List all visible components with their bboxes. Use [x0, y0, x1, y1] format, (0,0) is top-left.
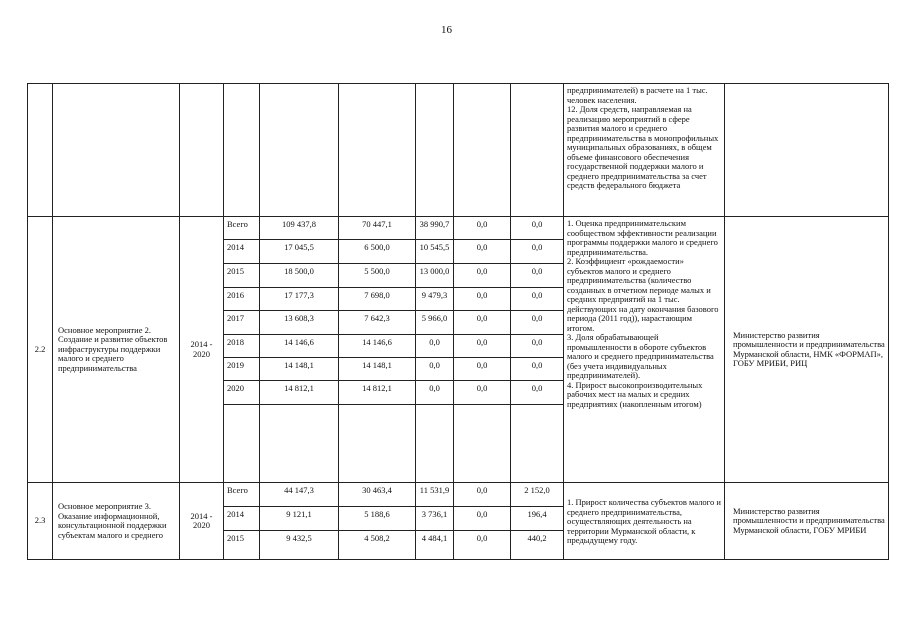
federal-value: 38 990,7 — [416, 217, 454, 240]
row-number: 2.2 — [28, 217, 53, 483]
local-value: 0,0 — [454, 264, 511, 288]
local-value: 0,0 — [454, 240, 511, 264]
total-value: 14 812,1 — [260, 381, 339, 405]
federal-value: 10 545,5 — [416, 240, 454, 264]
federal-value: 3 736,1 — [416, 507, 454, 531]
regional-value: 14 148,1 — [339, 358, 416, 381]
other-value: 0,0 — [511, 358, 564, 381]
total-value: 13 608,3 — [260, 311, 339, 335]
regional-value: 14 146,6 — [339, 335, 416, 358]
regional-value: 7 698,0 — [339, 288, 416, 311]
total-value: 9 432,5 — [260, 531, 339, 560]
regional-value: 7 642,3 — [339, 311, 416, 335]
regional-value: 6 500,0 — [339, 240, 416, 264]
local-value: 0,0 — [454, 381, 511, 405]
regional-value: 5 188,6 — [339, 507, 416, 531]
total-value: 18 500,0 — [260, 264, 339, 288]
table-row-continuation — [28, 84, 889, 217]
local-value: 0,0 — [454, 483, 511, 507]
total-value: 9 121,1 — [260, 507, 339, 531]
year-label: 2016 — [224, 288, 260, 311]
other-value: 0,0 — [511, 335, 564, 358]
other-value: 196,4 — [511, 507, 564, 531]
other-value: 0,0 — [511, 381, 564, 405]
indicators-cell: 1. Прирост количества субъектов малого и среднего предпринимательства, осуществляющих деятельность на территории Мурманской области, к предыдущему году. — [564, 483, 725, 560]
other-value: 0,0 — [511, 311, 564, 335]
federal-value: 13 000,0 — [416, 264, 454, 288]
year-label: 2018 — [224, 335, 260, 358]
year-label: 2014 — [224, 507, 260, 531]
federal-value: 9 479,3 — [416, 288, 454, 311]
local-value: 0,0 — [454, 288, 511, 311]
federal-value: 0,0 — [416, 381, 454, 405]
local-value: 0,0 — [454, 507, 511, 531]
federal-value: 4 484,1 — [416, 531, 454, 560]
period: 2014 - 2020 — [180, 483, 224, 560]
indicators-cell: 1. Оценка предпринимательским сообществом эффективности реализации программы поддержки малого и среднего предпринимательства. 2. Коэффициент «рождаемости» субъектов малого и среднего предпринимательства (количество созданных в отчетном периоде малых и средних предприятий на 1 тыс. действующих на дату окончания базового периода (2011 год)), нарастающим итогом. 3. Доля обрабатывающей промышленности в обороте субъектов малого и среднего предпринимательства (без учета индивидуальных предпринимателей). 4. Прирост высокопроизводительных рабочих мест на малых и средних предприятиях (накопленным итогом) — [564, 217, 725, 483]
federal-value: 0,0 — [416, 358, 454, 381]
executor-cell: Министерство развития промышленности и предпринимательства Мурманской области, НМК «ФОРМАП», ГОБУ МРИБИ, РИЦ — [725, 217, 889, 483]
row-number: 2.3 — [28, 483, 53, 560]
federal-value: 5 966,0 — [416, 311, 454, 335]
regional-value: 70 447,1 — [339, 217, 416, 240]
other-value: 2 152,0 — [511, 483, 564, 507]
year-label: 2019 — [224, 358, 260, 381]
local-value: 0,0 — [454, 358, 511, 381]
total-value: 14 148,1 — [260, 358, 339, 381]
activity-name: Основное мероприятие 3. Оказание информационной, консультационной поддержки субъектам малого и среднего — [53, 483, 180, 560]
table-row-2-3 — [28, 483, 889, 507]
other-value: 0,0 — [511, 264, 564, 288]
federal-value: 0,0 — [416, 335, 454, 358]
year-label: Всего — [224, 483, 260, 507]
other-value: 0,0 — [511, 217, 564, 240]
executor-cell: Министерство развития промышленности и предпринимательства Мурманской области, ГОБУ МРИБИ — [725, 483, 889, 560]
year-label: 2015 — [224, 531, 260, 560]
local-value: 0,0 — [454, 217, 511, 240]
year-label: 2017 — [224, 311, 260, 335]
indicators-cell: предпринимателей) в расчете на 1 тыс. человек населения. 12. Доля средств, направляемая на реализацию мероприятий в сфере развития малого и среднего предпринимательства в монопрофильных муниципальных образованиях, в общем объеме финансового обеспечения государственной поддержки малого и среднего предпринимательства за счет средств федерального бюджета — [564, 84, 725, 217]
regional-value: 14 812,1 — [339, 381, 416, 405]
other-value: 0,0 — [511, 240, 564, 264]
regional-value: 5 500,0 — [339, 264, 416, 288]
year-label: 2014 — [224, 240, 260, 264]
local-value: 0,0 — [454, 311, 511, 335]
page-number: 16 — [441, 24, 452, 36]
total-value: 17 177,3 — [260, 288, 339, 311]
total-value: 17 045,5 — [260, 240, 339, 264]
other-value: 0,0 — [511, 288, 564, 311]
total-value: 109 437,8 — [260, 217, 339, 240]
total-value: 14 146,6 — [260, 335, 339, 358]
program-table — [27, 83, 889, 560]
local-value: 0,0 — [454, 335, 511, 358]
activity-name: Основное мероприятие 2. Создание и развитие объектов инфраструктуры поддержки малого и среднего предпринимательства — [53, 217, 180, 483]
other-value: 440,2 — [511, 531, 564, 560]
table-row-2-2 — [28, 217, 889, 240]
year-label: Всего — [224, 217, 260, 240]
period: 2014 - 2020 — [180, 217, 224, 483]
year-label: 2020 — [224, 381, 260, 405]
total-value: 44 147,3 — [260, 483, 339, 507]
year-label: 2015 — [224, 264, 260, 288]
regional-value: 4 508,2 — [339, 531, 416, 560]
local-value: 0,0 — [454, 531, 511, 560]
federal-value: 11 531,9 — [416, 483, 454, 507]
regional-value: 30 463,4 — [339, 483, 416, 507]
